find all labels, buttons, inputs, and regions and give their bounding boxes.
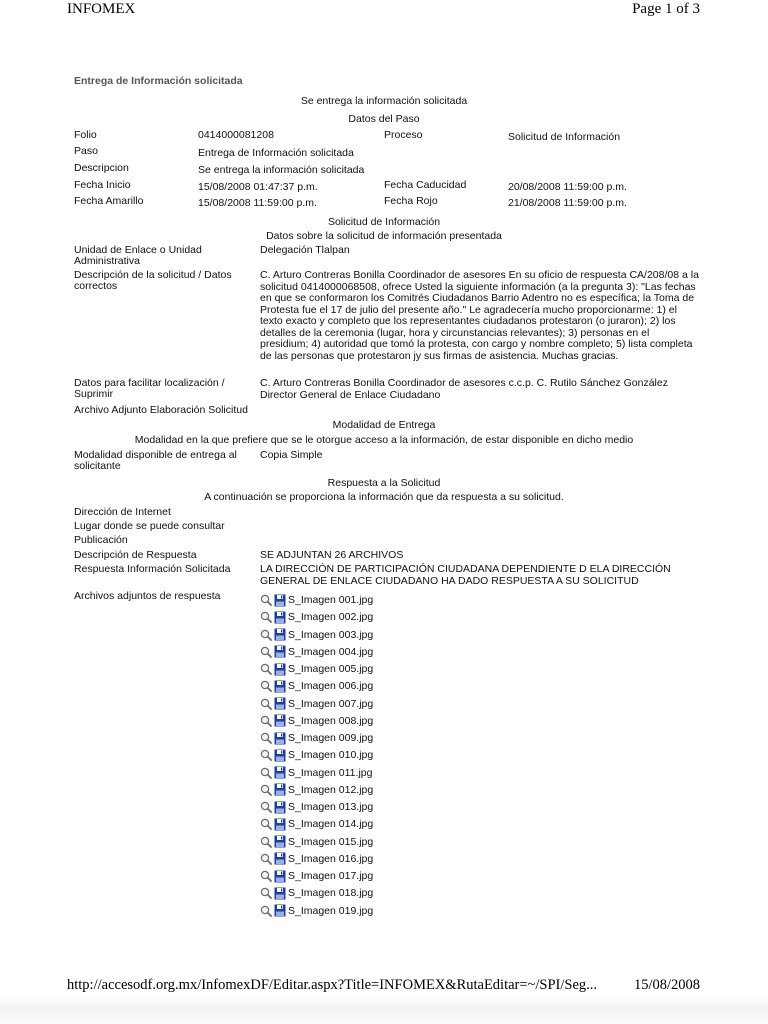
section-title-solicitud: Solicitud de Información — [327, 216, 441, 228]
magnifier-icon[interactable] — [260, 680, 272, 692]
magnifier-icon[interactable] — [260, 611, 272, 623]
magnifier-icon[interactable] — [260, 784, 272, 796]
floppy-disk-icon[interactable] — [274, 801, 286, 814]
attachment-filename[interactable]: S_Imagen 002.jpg — [288, 611, 374, 624]
attachment-filename[interactable]: S_Imagen 011.jpg — [288, 766, 373, 779]
field-value: Copia Simple — [260, 449, 323, 461]
paso-value: 15/08/2008 11:59:00 p.m. — [198, 197, 317, 209]
attachment-filename[interactable]: S_Imagen 008.jpg — [288, 714, 374, 727]
attachment-filename[interactable]: S_Imagen 005.jpg — [288, 663, 374, 675]
attachment-filename[interactable]: S_Imagen 018.jpg — [288, 887, 374, 900]
attachment-row — [260, 851, 373, 867]
section-title-datos-paso: Datos del Paso — [348, 113, 420, 125]
floppy-disk-icon[interactable] — [274, 870, 286, 883]
attachment-filename[interactable]: S_Imagen 006.jpg — [288, 680, 374, 693]
paso-row — [0, 162, 768, 178]
magnifier-icon[interactable] — [260, 801, 272, 813]
attachment-row — [260, 609, 373, 625]
paso-label: Fecha Amarillo — [74, 195, 144, 207]
paso-label: Paso — [74, 145, 98, 157]
paso-value: 0414000081208 — [198, 129, 274, 141]
attachment-row — [260, 644, 373, 660]
attachment-row — [260, 678, 373, 694]
field-value: Delegación Tlalpan — [260, 244, 350, 256]
floppy-disk-icon[interactable] — [274, 783, 286, 796]
magnifier-icon[interactable] — [260, 905, 272, 917]
paso-row — [0, 179, 768, 195]
paso-value: 20/08/2008 11:59:00 p.m. — [508, 181, 627, 193]
magnifier-icon[interactable] — [260, 629, 272, 641]
magnifier-icon[interactable] — [260, 853, 272, 865]
field-value: LA DIRECCIÓN DE PARTICIPACIÓN CIUDADANA DEPENDIENTE D ELA DIRECCIÓN GENERAL DE ENLACE CIUDADANO HA DADO RESPUESTA A SU SOLICITUD — [260, 563, 671, 587]
floppy-disk-icon[interactable] — [274, 594, 286, 607]
magnifier-icon[interactable] — [260, 663, 272, 675]
attachment-row — [260, 592, 373, 608]
section-subtitle-modalidad: Modalidad en la que prefiere que se le otorgue acceso a la información, de estar disponible en dicho medio — [134, 434, 634, 446]
attachment-row — [260, 816, 373, 832]
attachment-row — [260, 885, 373, 901]
attachment-row — [260, 868, 373, 884]
field-datos-localizacion — [74, 378, 704, 402]
field-label: Archivo Adjunto Elaboración Solicitud — [74, 404, 248, 416]
attachment-filename[interactable]: S_Imagen 007.jpg — [288, 697, 374, 710]
floppy-disk-icon[interactable] — [274, 749, 286, 762]
paso-value: Solicitud de Información — [508, 131, 621, 143]
attachment-row — [260, 747, 373, 763]
paso-value: Entrega de Información solicitada — [198, 147, 354, 159]
attachment-row — [260, 765, 372, 781]
intro-text: Se entrega la información solicitada — [300, 95, 468, 107]
field-label: Dirección de Internet — [74, 506, 171, 518]
field-label: Descripción de Respuesta — [74, 549, 197, 561]
attachment-row — [260, 903, 373, 919]
attachment-filename[interactable]: S_Imagen 014.jpg — [288, 818, 374, 831]
attachment-row — [260, 713, 373, 729]
attachment-row — [260, 661, 373, 677]
print-date: 15/08/2008 — [633, 977, 700, 993]
floppy-disk-icon[interactable] — [274, 766, 286, 779]
paso-value: 21/08/2008 11:59:00 p.m. — [508, 197, 627, 209]
page-indicator: Page 1 of 3 — [632, 1, 700, 17]
paso-row — [0, 129, 768, 145]
floppy-disk-icon[interactable] — [274, 680, 286, 693]
field-value: C. Arturo Contreras Bonilla Coordinador de asesores En su oficio de respuesta CA/208/08 a la solicitud 0414000068508, ofrece Usted la siguiente información (a la pregunta 3): "Las fechas en que se conformaron los Comitrés Ciudadanos Barrio Adentro no es específica; la Toma de Protesta fue el 17 de julio del presente año." Le agradecería mucho proporcionarme: 1) el texto exacto y completo que los representantes ciudadanos protestaron (o juraron); 2) los detalles de la ceremonia (lugar, hora y circunstancias relevantes); 3) personas en el presidium; 4) autoridad que tomó la protesta, con cargo y nombre completo; 5) lista completa de las personas que protestaron jy sus firmas de asistencia. Muchas gracias. — [260, 269, 699, 362]
paso-label: Descripcion — [74, 162, 129, 174]
magnifier-icon[interactable] — [260, 698, 272, 710]
floppy-disk-icon[interactable] — [274, 818, 286, 831]
attachment-row — [260, 627, 373, 643]
floppy-disk-icon[interactable] — [274, 697, 286, 710]
magnifier-icon[interactable] — [260, 818, 272, 830]
attachment-filename[interactable]: S_Imagen 015.jpg — [288, 835, 374, 848]
floppy-disk-icon[interactable] — [274, 887, 286, 900]
attachment-filename[interactable]: S_Imagen 009.jpg — [288, 732, 374, 744]
magnifier-icon[interactable] — [260, 732, 272, 744]
field-label: Publicación — [74, 534, 128, 546]
attachment-filename[interactable]: S_Imagen 019.jpg — [288, 904, 374, 917]
page-title: Entrega de Información solicitada — [74, 75, 243, 87]
attachment-row — [260, 696, 373, 712]
floppy-disk-icon[interactable] — [274, 611, 286, 624]
attachment-filename[interactable]: S_Imagen 003.jpg — [288, 628, 374, 641]
floppy-disk-icon[interactable] — [274, 645, 286, 658]
magnifier-icon[interactable] — [260, 646, 272, 658]
attachment-row — [260, 730, 373, 746]
paso-label: Fecha Rojo — [384, 195, 438, 207]
paso-value: Se entrega la información solicitada — [198, 164, 365, 176]
field-label: Archivos adjuntos de respuesta — [74, 590, 221, 602]
floppy-disk-icon[interactable] — [274, 732, 286, 745]
attachment-filename[interactable]: S_Imagen 001.jpg — [288, 594, 374, 606]
paso-label: Folio — [74, 129, 97, 141]
attachment-filename[interactable]: S_Imagen 012.jpg — [288, 783, 374, 796]
app-name: INFOMEX — [67, 1, 136, 17]
paso-row — [0, 145, 768, 161]
paso-label: Proceso — [384, 129, 423, 141]
magnifier-icon[interactable] — [260, 836, 272, 848]
page-url: http://accesodf.org.mx/InfomexDF/Editar.aspx?Title=INFOMEX&RutaEditar=~/SPI/Seg... — [67, 977, 598, 993]
attachment-filename[interactable]: S_Imagen 016.jpg — [288, 852, 374, 865]
floppy-disk-icon[interactable] — [274, 835, 286, 848]
magnifier-icon[interactable] — [260, 594, 272, 606]
paso-label: Fecha Inicio — [74, 179, 131, 191]
field-descripcion — [74, 270, 704, 376]
attachment-row — [260, 834, 373, 850]
print-footer — [0, 977, 768, 995]
floppy-disk-icon[interactable] — [274, 714, 286, 727]
scan-edge — [0, 996, 768, 1024]
magnifier-icon[interactable] — [260, 887, 272, 899]
section-subtitle-solicitud: Datos sobre la solicitud de información presentada — [266, 230, 502, 242]
field-value: SE ADJUNTAN 26 ARCHIVOS — [260, 549, 404, 561]
magnifier-icon[interactable] — [260, 767, 272, 779]
field-label: Lugar donde se puede consultar — [74, 520, 225, 532]
attachment-filename[interactable]: S_Imagen 017.jpg — [288, 870, 374, 882]
paso-label: Fecha Caducidad — [384, 179, 467, 191]
attachment-filename[interactable]: S_Imagen 004.jpg — [288, 645, 374, 658]
field-label: Unidad de Enlace o Unidad Administrativa — [74, 244, 202, 267]
section-title-respuesta: Respuesta a la Solicitud — [327, 477, 441, 489]
section-subtitle-respuesta: A continuación se proporciona la información que da respuesta a su solicitud. — [204, 491, 564, 503]
field-label: Datos para facilitar localización / Suprimir — [74, 377, 225, 400]
floppy-disk-icon[interactable] — [274, 628, 286, 641]
field-label: Descripción de la solicitud / Datos correctos — [74, 269, 232, 292]
magnifier-icon[interactable] — [260, 749, 272, 761]
floppy-disk-icon[interactable] — [274, 904, 286, 917]
attachment-filename[interactable]: S_Imagen 010.jpg — [288, 749, 374, 762]
field-modalidad — [74, 450, 704, 474]
section-title-modalidad: Modalidad de Entrega — [332, 419, 436, 431]
attachment-filename[interactable]: S_Imagen 013.jpg — [288, 801, 374, 813]
magnifier-icon[interactable] — [260, 870, 272, 882]
paso-value: 15/08/2008 01:47:37 p.m. — [198, 181, 318, 193]
field-label: Respuesta Información Solicitada — [74, 563, 231, 575]
field-label: Modalidad disponible de entrega al solicitante — [74, 449, 237, 472]
floppy-disk-icon[interactable] — [274, 852, 286, 865]
field-value: C. Arturo Contreras Bonilla Coordinador de asesores c.c.p. C. Rutilo Sánchez González Director General de Enlace Ciudadano — [260, 377, 668, 401]
attachment-row — [260, 782, 373, 798]
magnifier-icon[interactable] — [260, 715, 272, 727]
print-header — [0, 0, 768, 22]
floppy-disk-icon[interactable] — [274, 663, 286, 676]
attachment-row — [260, 799, 373, 815]
paso-row — [0, 195, 768, 211]
